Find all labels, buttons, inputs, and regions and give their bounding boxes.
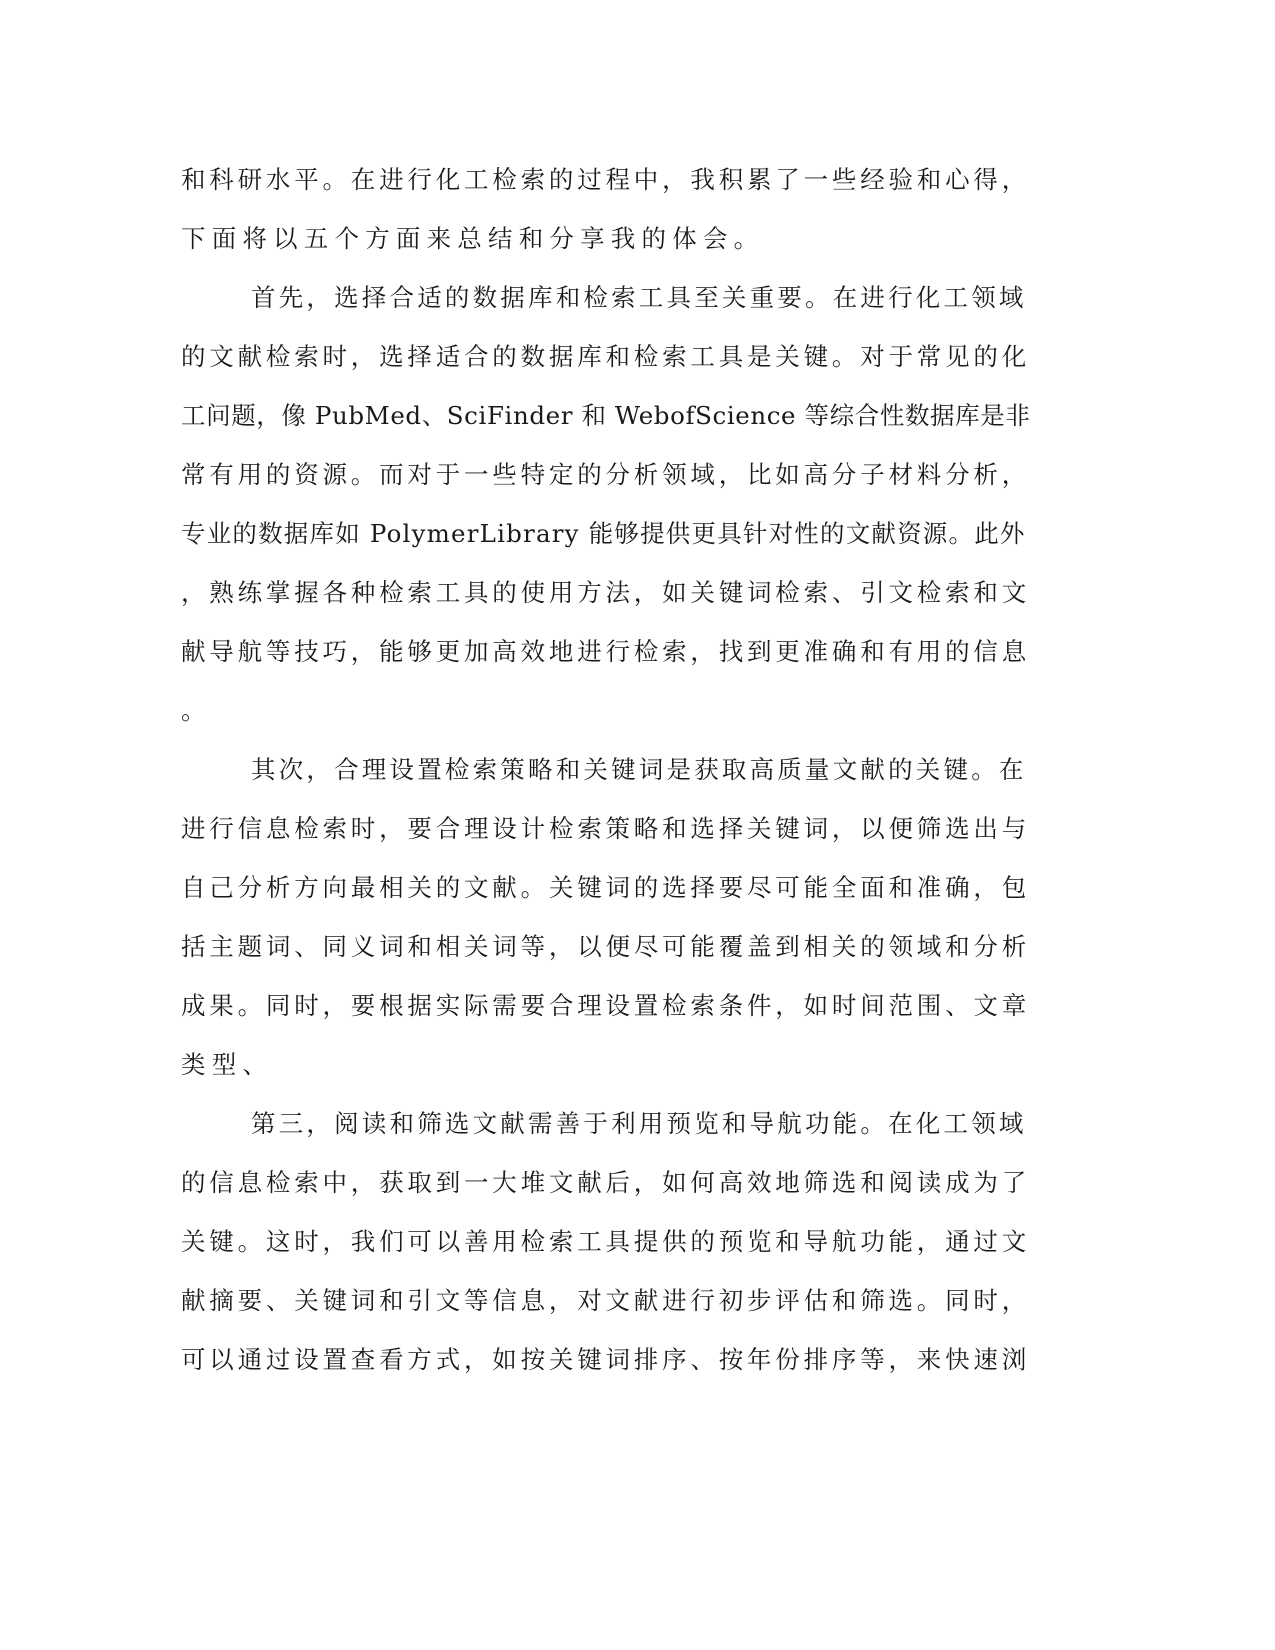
text-line: 进行信息检索时，要合理设计检索策略和选择关键词，以便筛选出与 xyxy=(181,814,1030,843)
text-line: 类型、 xyxy=(181,1050,274,1079)
text-line: ，熟练掌握各种检索工具的使用方法，如关键词检索、引文检索和文 xyxy=(181,578,1030,607)
text-line: 献导航等技巧，能够更加高效地进行检索，找到更准确和有用的信息 xyxy=(181,637,1030,666)
text-line: 可以通过设置查看方式，如按关键词排序、按年份排序等，来快速浏 xyxy=(181,1345,1030,1374)
text-line: 下面将以五个方面来总结和分享我的体会。 xyxy=(181,224,765,253)
text-line: 关键。这时，我们可以善用检索工具提供的预览和导航功能，通过文 xyxy=(181,1227,1030,1256)
paragraph-first-line: 首先，选择合适的数据库和检索工具至关重要。在进行化工领域 xyxy=(251,283,1027,312)
text-line: 的文献检索时，选择适合的数据库和检索工具是关键。对于常见的化 xyxy=(181,342,1030,371)
text-line: 常有用的资源。而对于一些特定的分析领域，比如高分子材料分析， xyxy=(181,460,1030,489)
text-line: 工问题，像 PubMed、SciFinder 和 WebofScience 等综合性数据库是非 xyxy=(181,401,1031,430)
text-line: 自己分析方向最相关的文献。关键词的选择要尽可能全面和准确，包 xyxy=(181,873,1030,902)
text-line: 。 xyxy=(181,696,212,725)
text-line: 括主题词、同义词和相关词等，以便尽可能覆盖到相关的领域和分析 xyxy=(181,932,1030,961)
text-line: 献摘要、关键词和引文等信息，对文献进行初步评估和筛选。同时， xyxy=(181,1286,1030,1315)
text-line: 和科研水平。在进行化工检索的过程中，我积累了一些经验和心得， xyxy=(181,165,1030,194)
paragraph-first-line: 第三，阅读和筛选文献需善于利用预览和导航功能。在化工领域 xyxy=(251,1109,1027,1138)
paragraph-first-line: 其次，合理设置检索策略和关键词是获取高质量文献的关键。在 xyxy=(251,755,1027,784)
text-line: 专业的数据库如 PolymerLibrary 能够提供更具针对性的文献资源。此外 xyxy=(181,519,1026,548)
text-line: 的信息检索中，获取到一大堆文献后，如何高效地筛选和阅读成为了 xyxy=(181,1168,1030,1197)
text-line: 成果。同时，要根据实际需要合理设置检索条件，如时间范围、文章 xyxy=(181,991,1030,1020)
